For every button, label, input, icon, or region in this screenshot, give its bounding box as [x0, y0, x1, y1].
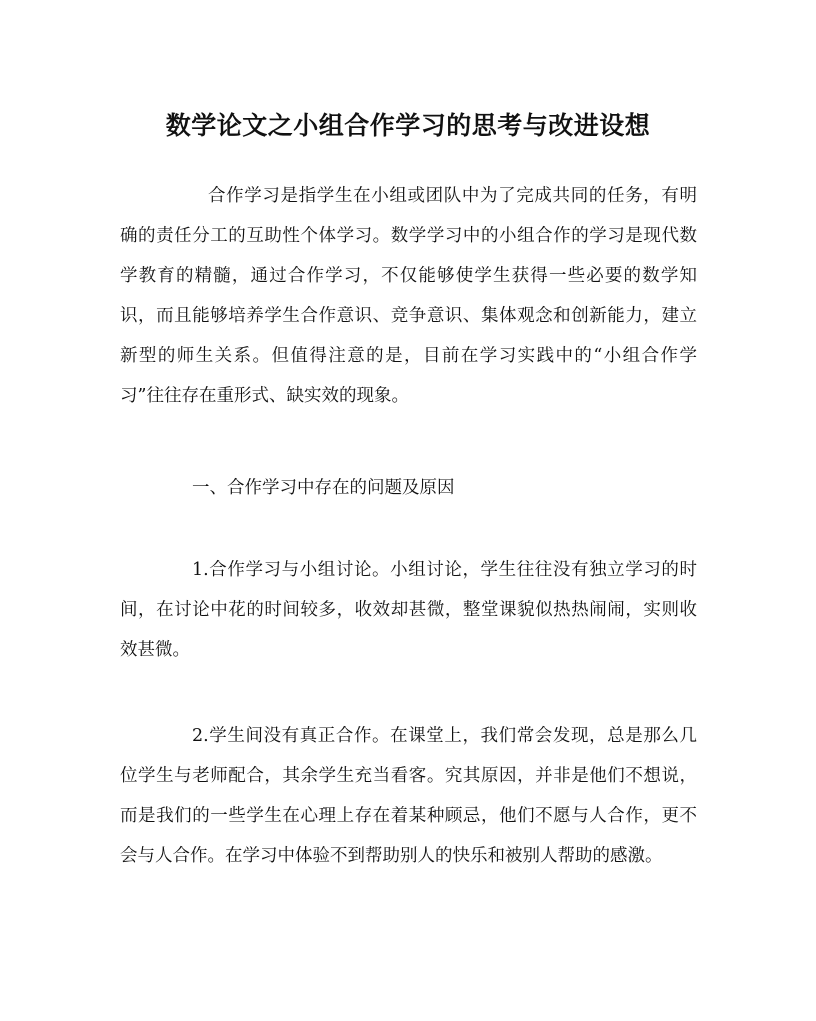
section-heading: 一、合作学习中存在的问题及原因 [192, 478, 455, 498]
point-2-paragraph: 2.学生间没有真正合作。在课堂上，我们常会发现，总是那么几位学生与老师配合，其余学生充当看客。究其原因，并非是他们不想说，而是我们的一些学生在心理上存在着某种顾忌，他们不愿与人合作，更不会与人合作。在学习中体验不到帮助别人的快乐和被别人帮助的感激。 [120, 726, 697, 866]
document-title: 数学论文之小组合作学习的思考与改进设想 [165, 111, 651, 140]
intro-paragraph: 合作学习是指学生在小组或团队中为了完成共同的任务，有明确的责任分工的互助性个体学习。数学学习中的小组合作的学习是现代数学教育的精髓，通过合作学习，不仅能够使学生获得一些必要的数学知识，而且能够培养学生合作意识、竞争意识、集体观念和创新能力，建立新型的师生关系。但值得注意的是，目前在学习实践中的“小组合作学习”往往存在重形式、缺实效的现象。 [120, 186, 697, 406]
point-1-paragraph: 1.合作学习与小组讨论。小组讨论，学生往往没有独立学习的时间，在讨论中花的时间较多，收效却甚微，整堂课貌似热热闹闹，实则收效甚微。 [120, 560, 697, 660]
